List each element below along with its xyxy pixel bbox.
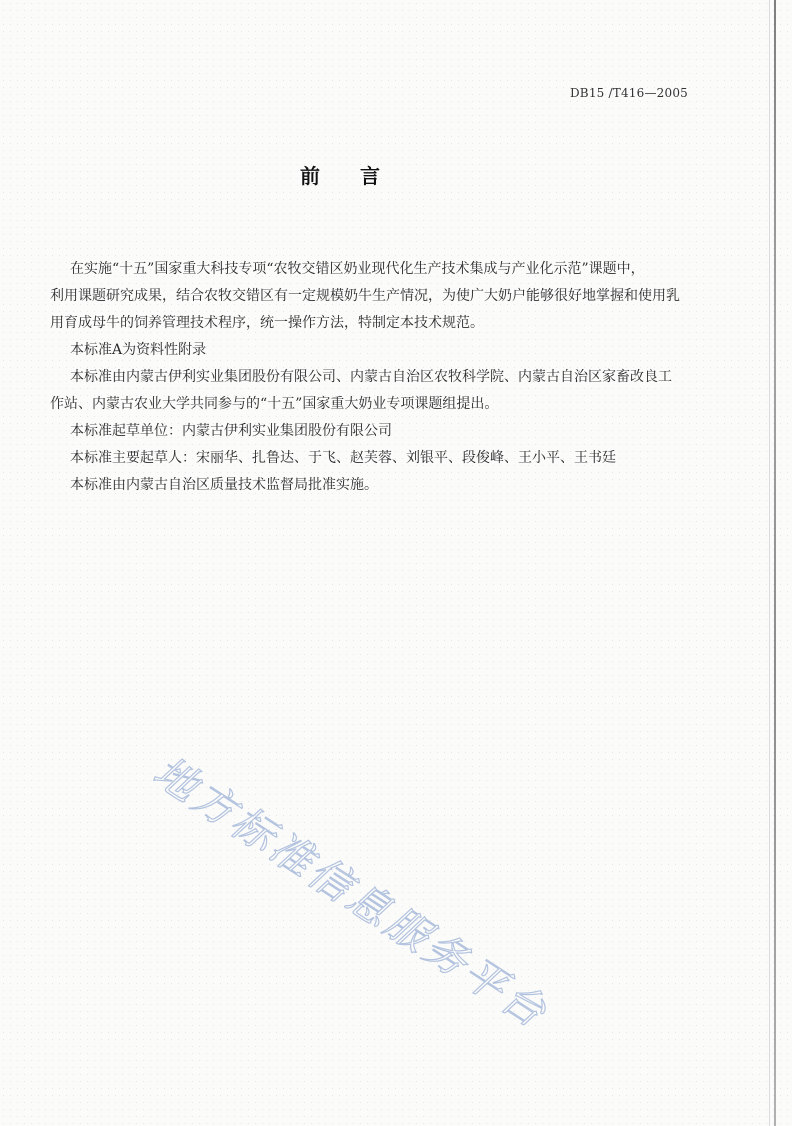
paragraph-proposer [50,364,692,418]
watermark-text: 地方标准信息服务平台 [144,746,558,1039]
body-text [50,256,692,499]
paragraph-line: 用育成母牛的饲养管理技术程序，统一操作方法，特制定本技术规范。 [50,315,484,331]
paragraph-drafters: 本标准主要起草人：宋丽华、扎鲁达、于飞、赵芙蓉、刘银平、段俊峰、王小平、王书廷 [70,450,616,466]
paragraph-intro [50,256,692,337]
paragraph-line: 作站、内蒙古农业大学共同参与的“十五”国家重大奶业专项课题组提出。 [50,396,499,412]
page-title: 前言 [300,164,420,188]
scan-edge-line-secondary [769,0,770,1126]
paragraph-drafting-unit: 本标准起草单位：内蒙古伊利实业集团股份有限公司 [70,423,392,439]
paragraph-line: 利用课题研究成果，结合农牧交错区有一定规模奶牛生产情况，为使广大奶户能够很好地掌握和使用乳 [50,288,680,304]
paragraph-appendix-note: 本标准A为资料性附录 [70,342,207,358]
document-code: DB15 /T416—2005 [569,86,688,100]
scan-edge-line [774,0,776,1126]
paragraph-line: 本标准由内蒙古伊利实业集团股份有限公司、内蒙古自治区农牧科学院、内蒙古自治区家畜改良工 [70,369,672,385]
paragraph-approval: 本标准由内蒙古自治区质量技术监督局批准实施。 [70,477,378,493]
paragraph-line: 在实施“十五”国家重大科技专项“农牧交错区奶业现代化生产技术集成与产业化示范”课题中， [70,261,645,277]
